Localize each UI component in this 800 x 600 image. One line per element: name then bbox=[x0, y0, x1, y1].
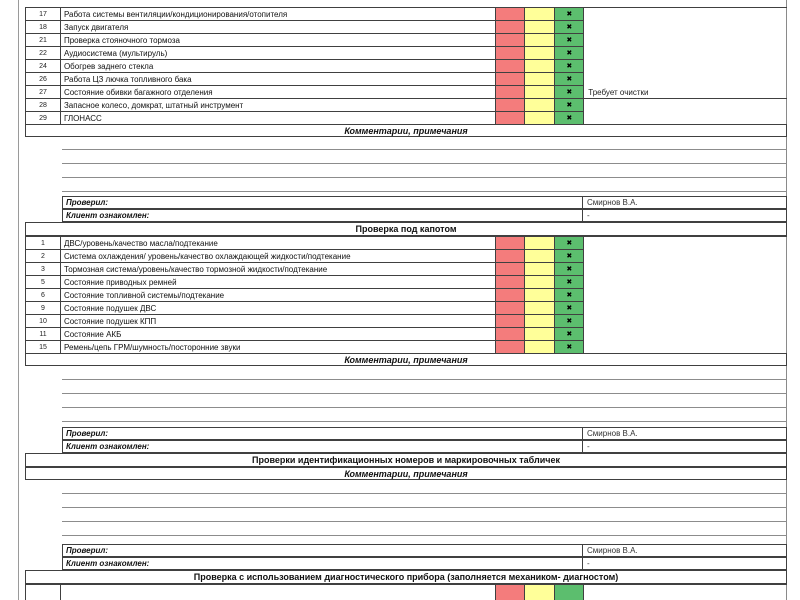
check-mark: ✖ bbox=[566, 61, 573, 70]
note-cell bbox=[584, 328, 787, 341]
status-cell-green bbox=[555, 21, 584, 34]
note-cell bbox=[584, 302, 787, 315]
status-cell-green bbox=[555, 302, 584, 315]
check-mark: ✖ bbox=[566, 342, 573, 351]
status-cell-red bbox=[496, 86, 525, 99]
status-cell-red bbox=[496, 34, 525, 47]
comment-line bbox=[62, 164, 787, 178]
check-mark: ✖ bbox=[566, 113, 573, 122]
comment-line bbox=[62, 366, 787, 380]
status-cell-red bbox=[496, 237, 525, 250]
status-cell-red bbox=[496, 302, 525, 315]
table-row bbox=[26, 585, 787, 600]
item-label: Состояние подушек ДВС bbox=[61, 302, 496, 315]
comment-line bbox=[62, 522, 787, 536]
row-number: 6 bbox=[26, 289, 61, 302]
status-cell-green bbox=[555, 250, 584, 263]
row-number: 9 bbox=[26, 302, 61, 315]
comment-line bbox=[62, 408, 787, 422]
comment-line bbox=[62, 178, 787, 192]
row-number: 24 bbox=[26, 60, 61, 73]
status-cell-red bbox=[496, 263, 525, 276]
comment-line bbox=[62, 150, 787, 164]
table-row bbox=[26, 250, 787, 263]
status-cell-red bbox=[496, 250, 525, 263]
table-row bbox=[26, 21, 787, 34]
comments-area bbox=[62, 480, 787, 536]
row-number: 26 bbox=[26, 73, 61, 86]
item-label: ГЛОНАСС bbox=[61, 112, 496, 125]
item-label: Аудиосистема (мультируль) bbox=[61, 47, 496, 60]
status-cell-green bbox=[555, 60, 584, 73]
checked-by-label: Проверил: bbox=[62, 196, 583, 209]
note-cell: Требует очистки bbox=[584, 86, 787, 99]
status-cell-red bbox=[496, 289, 525, 302]
table-row bbox=[26, 86, 787, 99]
status-cell-yellow bbox=[525, 289, 555, 302]
client-acknowledged-value: - bbox=[582, 557, 787, 570]
comment-line bbox=[62, 508, 787, 522]
table-row bbox=[26, 60, 787, 73]
item-label: Запуск двигателя bbox=[61, 21, 496, 34]
status-cell-red bbox=[496, 73, 525, 86]
status-cell-yellow bbox=[525, 47, 555, 60]
status-cell-red bbox=[496, 99, 525, 112]
status-cell-green bbox=[555, 8, 584, 21]
item-label: Работа системы вентиляции/кондиционирования/отопителя bbox=[61, 8, 496, 21]
row-number bbox=[26, 585, 61, 600]
row-number: 10 bbox=[26, 315, 61, 328]
row-number: 3 bbox=[26, 263, 61, 276]
comments-section-header: Комментарии, примечания bbox=[25, 353, 787, 366]
checked-by-value: Смирнов В.А. bbox=[582, 427, 787, 440]
row-number: 29 bbox=[26, 112, 61, 125]
item-label: Тормозная система/уровень/качество тормозной жидкости/подтекание bbox=[61, 263, 496, 276]
comment-line bbox=[62, 394, 787, 408]
table-row bbox=[26, 237, 787, 250]
status-cell-yellow bbox=[525, 302, 555, 315]
note-cell bbox=[584, 315, 787, 328]
table-row bbox=[26, 328, 787, 341]
row-number: 17 bbox=[26, 8, 61, 21]
item-label: Состояние топливной системы/подтекание bbox=[61, 289, 496, 302]
row-number: 5 bbox=[26, 276, 61, 289]
status-cell-green bbox=[555, 34, 584, 47]
status-cell-green bbox=[555, 237, 584, 250]
table-row bbox=[26, 289, 787, 302]
note-cell bbox=[584, 34, 787, 47]
note-cell bbox=[584, 237, 787, 250]
table-row bbox=[26, 73, 787, 86]
status-cell-red bbox=[496, 315, 525, 328]
status-cell-green bbox=[555, 328, 584, 341]
table-row bbox=[26, 302, 787, 315]
comments-area bbox=[62, 366, 787, 422]
table-row bbox=[26, 263, 787, 276]
item-label: Состояние приводных ремней bbox=[61, 276, 496, 289]
note-cell bbox=[584, 99, 787, 112]
status-cell-yellow bbox=[525, 86, 555, 99]
status-cell-red bbox=[496, 60, 525, 73]
diagnostics-section-header: Проверка с использованием диагностического прибора (заполняется механиком- диагностом) bbox=[25, 570, 787, 584]
table-row bbox=[26, 34, 787, 47]
checked-by-label: Проверил: bbox=[62, 427, 583, 440]
item-label: Обогрев заднего стекла bbox=[61, 60, 496, 73]
checked-by-label: Проверил: bbox=[62, 544, 583, 557]
note-cell bbox=[584, 21, 787, 34]
checklist-table-exterior bbox=[25, 7, 787, 125]
check-mark: ✖ bbox=[566, 251, 573, 260]
status-cell-green bbox=[555, 289, 584, 302]
table-row bbox=[26, 99, 787, 112]
under-hood-section-header: Проверка под капотом bbox=[25, 222, 787, 236]
comments-section-header: Комментарии, примечания bbox=[25, 124, 787, 137]
status-cell-yellow bbox=[525, 237, 555, 250]
status-cell-green bbox=[555, 276, 584, 289]
row-number: 21 bbox=[26, 34, 61, 47]
check-mark: ✖ bbox=[566, 74, 573, 83]
item-label: Система охлаждения/ уровень/качество охлаждающей жидкости/подтекание bbox=[61, 250, 496, 263]
client-acknowledged-label: Клиент ознакомлен: bbox=[62, 440, 583, 453]
check-mark: ✖ bbox=[566, 100, 573, 109]
status-cell-green bbox=[555, 99, 584, 112]
comments-area bbox=[62, 136, 787, 192]
row-number: 22 bbox=[26, 47, 61, 60]
check-mark: ✖ bbox=[566, 290, 573, 299]
item-label: Состояние обивки багажного отделения bbox=[61, 86, 496, 99]
checked-by-value: Смирнов В.А. bbox=[582, 196, 787, 209]
status-cell-green bbox=[555, 47, 584, 60]
note-cell bbox=[584, 263, 787, 276]
status-cell-red bbox=[496, 276, 525, 289]
item-label: Работа ЦЗ лючка топливного бака bbox=[61, 73, 496, 86]
row-number: 15 bbox=[26, 341, 61, 354]
comment-line bbox=[62, 480, 787, 494]
status-cell-yellow bbox=[525, 99, 555, 112]
note-cell bbox=[584, 8, 787, 21]
check-mark: ✖ bbox=[566, 35, 573, 44]
status-cell-yellow bbox=[525, 8, 555, 21]
table-row bbox=[26, 315, 787, 328]
check-mark: ✖ bbox=[566, 87, 573, 96]
checklist-table-diagnostics-partial bbox=[25, 584, 787, 600]
client-acknowledged-value: - bbox=[582, 440, 787, 453]
status-cell-green bbox=[555, 73, 584, 86]
status-cell-yellow bbox=[525, 276, 555, 289]
status-cell-yellow bbox=[525, 328, 555, 341]
check-mark: ✖ bbox=[566, 238, 573, 247]
item-label: Состояние подушек КПП bbox=[61, 315, 496, 328]
note-cell bbox=[584, 60, 787, 73]
check-mark: ✖ bbox=[566, 22, 573, 31]
id-numbers-section-header: Проверки идентификационных номеров и маркировочных табличек bbox=[25, 453, 787, 467]
table-row bbox=[26, 47, 787, 60]
comment-line bbox=[62, 494, 787, 508]
client-acknowledged-label: Клиент ознакомлен: bbox=[62, 209, 583, 222]
item-label: Запасное колесо, домкрат, штатный инструмент bbox=[61, 99, 496, 112]
comments-section-header: Комментарии, примечания bbox=[25, 467, 787, 480]
note-cell bbox=[584, 276, 787, 289]
item-label: Проверка стояночного тормоза bbox=[61, 34, 496, 47]
status-cell-green bbox=[555, 263, 584, 276]
row-number: 11 bbox=[26, 328, 61, 341]
note-cell bbox=[584, 47, 787, 60]
check-mark: ✖ bbox=[566, 48, 573, 57]
status-cell-yellow bbox=[525, 263, 555, 276]
client-acknowledged-value: - bbox=[582, 209, 787, 222]
status-cell-red bbox=[496, 328, 525, 341]
status-cell-red bbox=[496, 21, 525, 34]
note-cell bbox=[584, 289, 787, 302]
item-label: ДВС/уровень/качество масла/подтекание bbox=[61, 237, 496, 250]
check-mark: ✖ bbox=[566, 264, 573, 273]
item-label bbox=[61, 585, 496, 600]
status-cell-green bbox=[555, 315, 584, 328]
comment-line bbox=[62, 380, 787, 394]
item-label: Состояние АКБ bbox=[61, 328, 496, 341]
client-acknowledged-label: Клиент ознакомлен: bbox=[62, 557, 583, 570]
row-number: 2 bbox=[26, 250, 61, 263]
row-number: 27 bbox=[26, 86, 61, 99]
checked-by-value: Смирнов В.А. bbox=[582, 544, 787, 557]
check-mark: ✖ bbox=[566, 316, 573, 325]
check-mark: ✖ bbox=[566, 329, 573, 338]
row-number: 18 bbox=[26, 21, 61, 34]
item-label: Ремень/цепь ГРМ/шумность/посторонние звуки bbox=[61, 341, 496, 354]
status-cell-yellow bbox=[525, 585, 555, 600]
check-mark: ✖ bbox=[566, 303, 573, 312]
status-cell-red bbox=[496, 47, 525, 60]
table-row bbox=[26, 8, 787, 21]
status-cell-yellow bbox=[525, 315, 555, 328]
checklist-table-under-hood bbox=[25, 236, 787, 354]
row-number: 28 bbox=[26, 99, 61, 112]
status-cell-yellow bbox=[525, 21, 555, 34]
note-cell bbox=[584, 250, 787, 263]
status-cell-green bbox=[555, 585, 584, 600]
status-cell-red bbox=[496, 585, 525, 600]
check-mark: ✖ bbox=[566, 277, 573, 286]
row-number: 1 bbox=[26, 237, 61, 250]
check-mark: ✖ bbox=[566, 9, 573, 18]
status-cell-yellow bbox=[525, 34, 555, 47]
note-cell bbox=[584, 73, 787, 86]
table-row bbox=[26, 276, 787, 289]
comment-line bbox=[62, 136, 787, 150]
page-margin-line-left bbox=[18, 0, 19, 600]
status-cell-yellow bbox=[525, 60, 555, 73]
note-cell bbox=[584, 585, 787, 600]
status-cell-yellow bbox=[525, 250, 555, 263]
status-cell-yellow bbox=[525, 73, 555, 86]
status-cell-green bbox=[555, 86, 584, 99]
status-cell-red bbox=[496, 8, 525, 21]
